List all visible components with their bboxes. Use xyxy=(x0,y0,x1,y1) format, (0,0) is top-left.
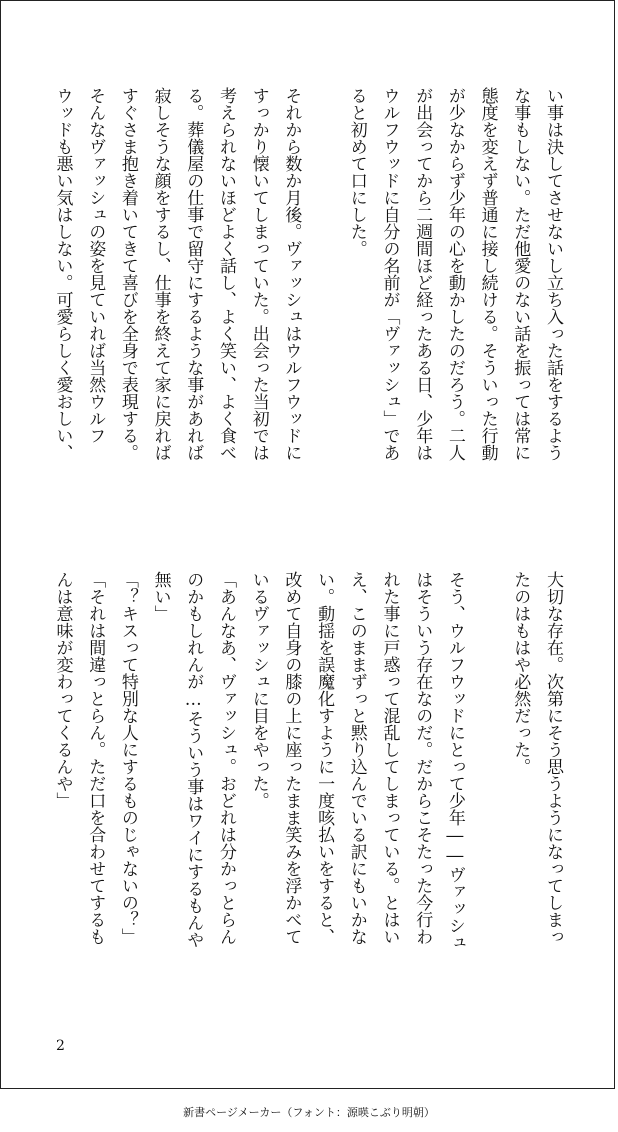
text-line: い。動揺を誤魔化すように一度咳払いをすると、 xyxy=(314,571,335,945)
text-line: 無い」 xyxy=(150,571,171,622)
text-line: はそういう存在なのだ。だからこそたった今行わ xyxy=(412,571,433,945)
text-line: え、このままずっと黙り込んでいる訳にもいかな xyxy=(346,571,367,945)
text-line: すぐさま抱き着いてきて喜びを全身で表現する。 xyxy=(117,87,138,461)
text-line: る。葬儀屋の仕事で留守にするような事があれば xyxy=(183,87,204,461)
text-line: れた事に戸惑って混乱してしまっている。とはい xyxy=(379,571,400,945)
text-line: のかもしれんが…そういう事はワイにするもんや xyxy=(183,571,204,948)
text-line: すっかり懐いてしまっていた。出会った当初では xyxy=(248,87,269,461)
text-line: ウルフウッドに自分の名前が「ヴァッシュ」であ xyxy=(379,87,400,461)
text-line: 態度を変えず普通に接し続ける。そういった行動 xyxy=(477,87,498,461)
text-line: 考えられないほどよく話し、よく笑い、よく食べ xyxy=(216,87,236,461)
text-line: が出会ってから二週間ほど経ったある日、少年は xyxy=(412,87,433,461)
text-line: ると初めて口にした。 xyxy=(346,87,367,257)
text-line: が少なからず少年の心を動かしたのだろう。二人 xyxy=(444,87,465,461)
text-line: んは意味が変わってくるんや」 xyxy=(52,571,73,809)
text-line: 「？キスって特別な人にするものじゃないの？」 xyxy=(117,571,138,945)
text-line: 「あんなあ、ヴァッシュ。おどれは分かっとらん xyxy=(216,571,236,945)
text-line: それから数か月後。ヴァッシュはウルフウッドに xyxy=(281,87,302,461)
text-line: な事もしない。ただ他愛のない話を振っては常に xyxy=(510,87,531,461)
footer-credit: 新書ページメーカー（フォント：源暎こぶり明朝） xyxy=(183,1106,435,1119)
page-number: 2 xyxy=(56,1038,65,1054)
text-line: い事は決してさせないし立ち入った話をするよう xyxy=(543,87,563,461)
text-line: たのはもはや必然だった。 xyxy=(510,571,531,775)
text-line: いるヴァッシュに目をやった。 xyxy=(248,571,269,809)
text-line: 大切な存在。次第にそう思うようになってしまっ xyxy=(543,571,563,945)
text-line: そんなヴァッシュの姿を見ていれば当然ウルフ xyxy=(85,87,106,444)
text-line: そう、ウルフウッドにとって少年――ヴァッシュ xyxy=(444,571,465,951)
text-line: 改めて自身の膝の上に座ったまま笑みを浮かべて xyxy=(281,571,302,945)
text-line: ウッドも悪い気はしない。可愛らしく愛おしい、 xyxy=(52,87,73,461)
text-line: 「それは間違っとらん。ただ口を合わせてするも xyxy=(85,571,106,945)
text-line: 寂しそうな顔をするし、仕事を終えて家に戻れば xyxy=(150,87,171,461)
